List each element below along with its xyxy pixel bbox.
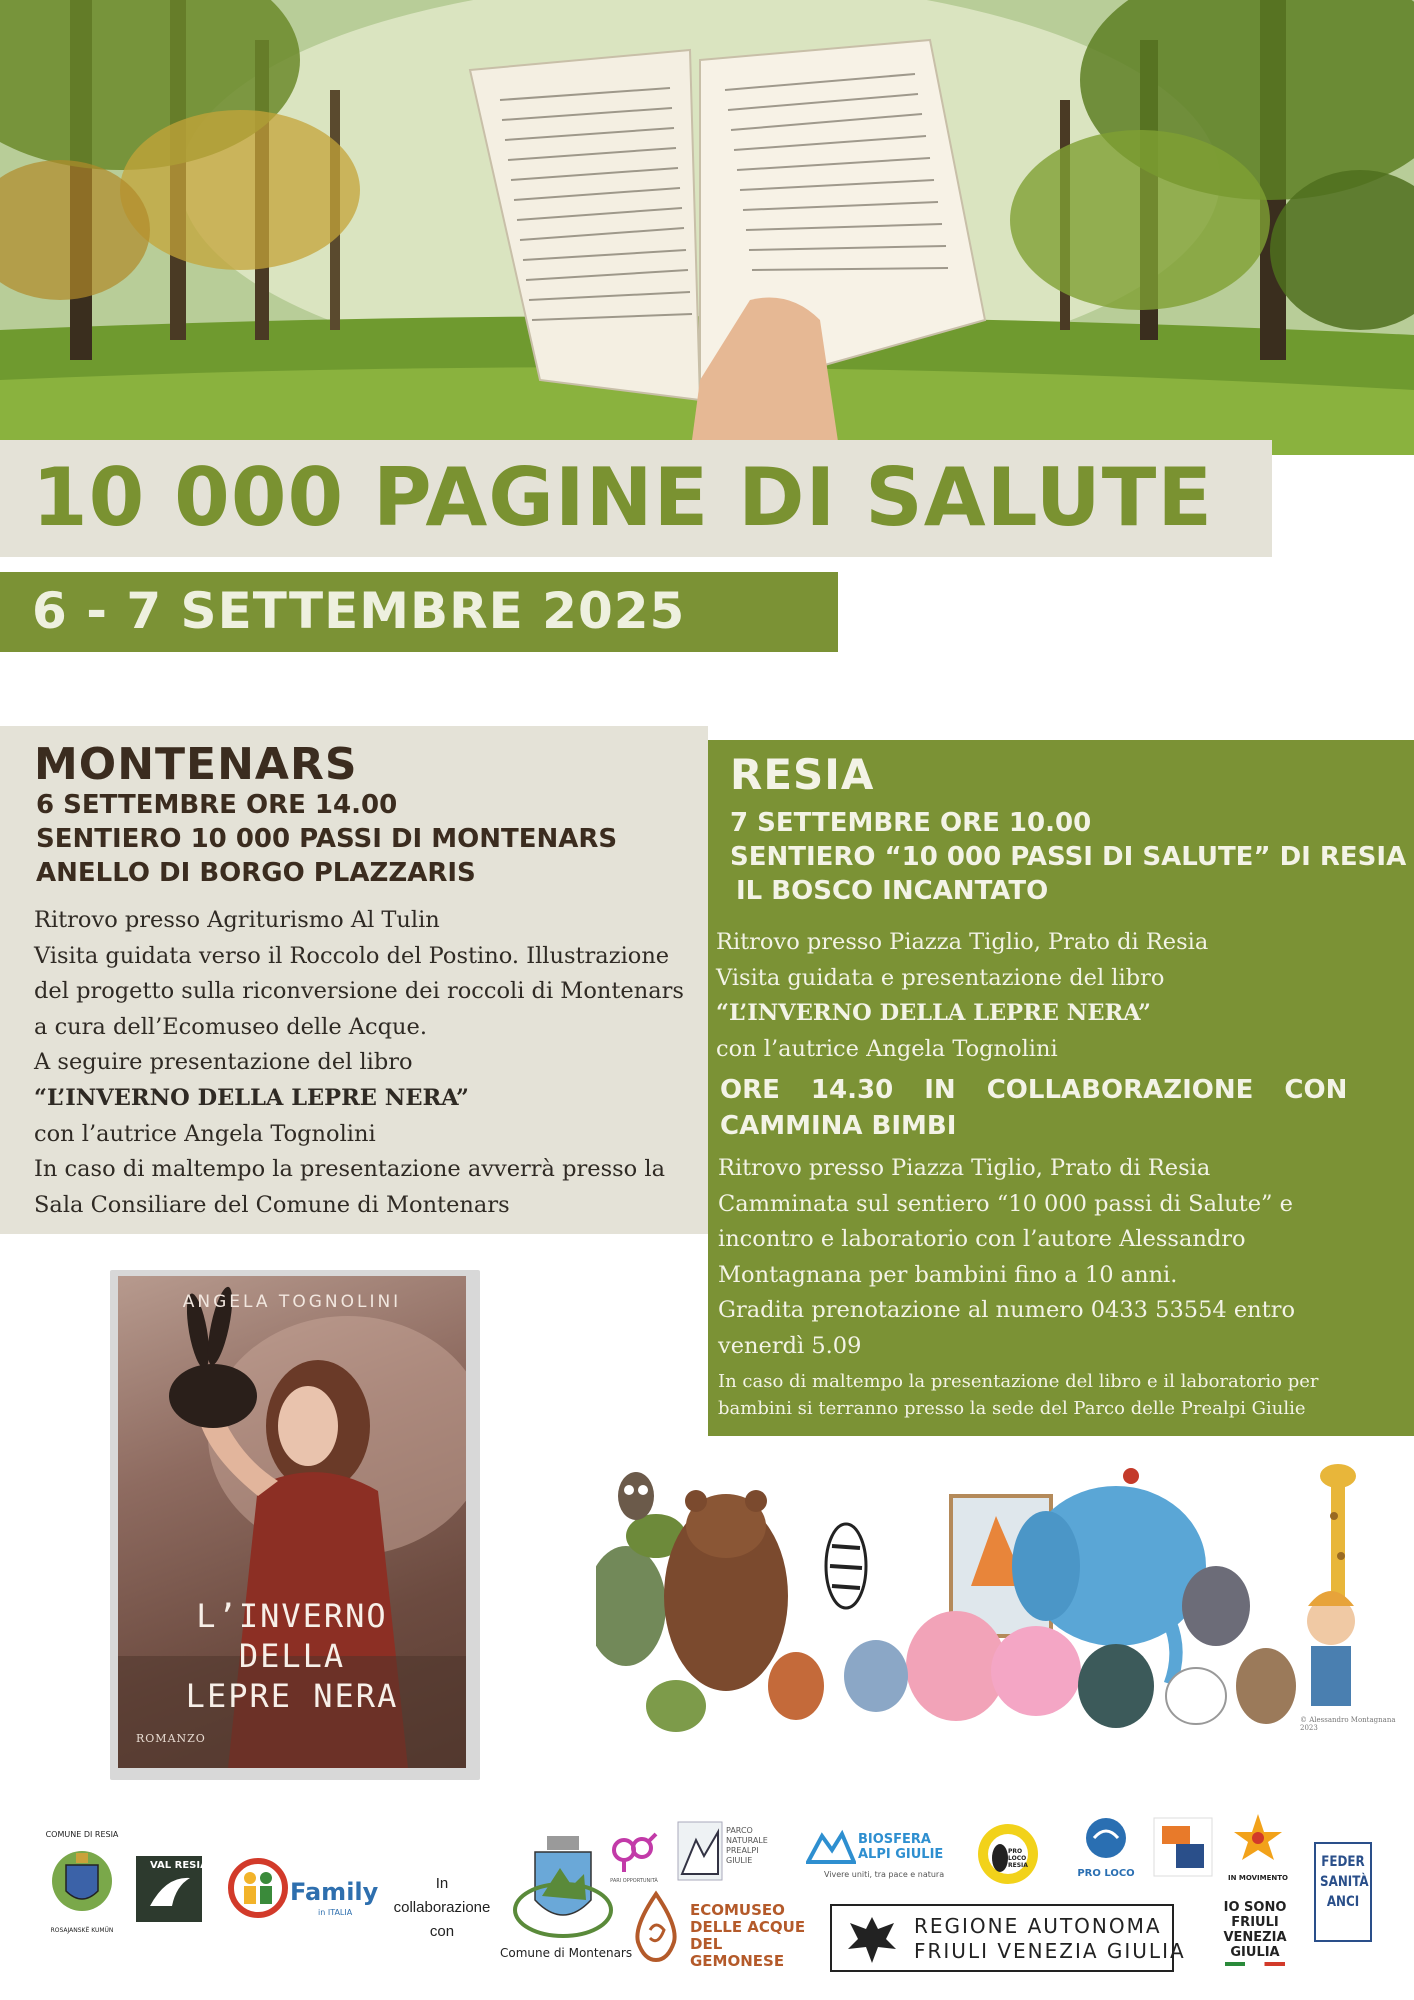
logo-caption-line: REGIONE AUTONOMA (914, 1914, 1162, 1938)
mountain-icon (676, 1820, 724, 1882)
ecomuseo-acque-gemonese-logo (632, 1890, 812, 1970)
logo-caption-line: GIULIA (1230, 1945, 1280, 1960)
pig-icon (906, 1611, 1006, 1721)
logo-caption-line: DEL GEMONESE (690, 1935, 785, 1970)
bird-icon (136, 1856, 202, 1922)
logo-caption (690, 1902, 812, 1970)
book-title (118, 1596, 466, 1716)
logo-caption: IN MOVIMENTO (1228, 1874, 1288, 1882)
logo-caption: Comune di Montenars (500, 1946, 633, 1960)
resia-wood: IL BOSCO INCANTATO (736, 876, 1049, 906)
forest-book-illustration (0, 0, 1414, 455)
logo-caption (914, 1914, 1186, 1964)
logo-caption: ROSAJANSKË KUMÜN (50, 1927, 114, 1934)
logo-caption-line: SANITÀ (1320, 1874, 1369, 1890)
logo-caption-line: GIULIE (726, 1856, 753, 1865)
proloco-resia-logo (972, 1818, 1044, 1890)
collaboration-label (392, 1872, 492, 1944)
logo-caption-line: FRIULI (1231, 1915, 1279, 1930)
resia-afternoon-heading-2: CAMMINA BIMBI (720, 1111, 957, 1141)
text-line: Visita guidata e presentazione del libro (716, 964, 1165, 991)
consorzio-icon (1150, 1814, 1216, 1880)
logo-caption-line: ECOMUSEO (690, 1901, 785, 1919)
logo-caption (858, 1832, 943, 1862)
anteater-icon (1236, 1648, 1296, 1724)
resia-time: 7 SETTEMBRE ORE 10.00 (730, 808, 1092, 838)
collab-line: con (429, 1923, 455, 1940)
text-line: Ritrovo presso Piazza Tiglio, Prato di Resia (716, 929, 1209, 955)
animal-crowd-illustration (596, 1456, 1382, 1742)
logo-caption: Vivere uniti, tra pace e natura (824, 1870, 945, 1879)
page-title: 10 000 PAGINE DI SALUTE (32, 451, 1213, 544)
io-sono-fvg-logo (1210, 1900, 1300, 1980)
raccoon-icon (1182, 1566, 1250, 1646)
text-line: bambini si terranno presso la sede del Parco delle Prealpi Giulie (718, 1398, 1306, 1419)
text-line: con l’autrice Angela Tognolini (34, 1120, 376, 1147)
globe-icon (1074, 1814, 1138, 1864)
family-in-italia-logo (228, 1856, 379, 1926)
bear-icon (664, 1490, 788, 1691)
montenars-trail: SENTIERO 10 000 PASSI DI MONTENARS (36, 824, 618, 854)
logo-caption: Family (290, 1878, 379, 1906)
logo-caption-line: VENEZIA (1223, 1930, 1287, 1945)
child-icon (1307, 1591, 1355, 1706)
fox-icon (768, 1652, 824, 1720)
text-line: Sala Consiliare del Comune di Montenars (34, 1191, 510, 1218)
ecomuseo-val-resia-logo (136, 1856, 208, 1922)
book-title-mention: “L’INVERNO DELLA LEPRE NERA” (34, 1084, 469, 1111)
text-line: Gradita prenotazione al numero 0433 53554 entro (718, 1297, 1296, 1324)
stars-people-icon (1224, 1810, 1292, 1870)
text-line: In caso di maltempo la presentazione avverrà presso la (34, 1156, 665, 1183)
coat-of-arms-icon (42, 1839, 122, 1923)
logo-caption: PRO LOCO (1077, 1868, 1135, 1879)
illustration-credit: © Alessandro Montagnana 2023 (1300, 1716, 1396, 1732)
text-line: del progetto sulla riconversione dei roccoli di Montenars (34, 978, 684, 1005)
logo-caption (1210, 1900, 1300, 1960)
text-line: Camminata sul sentiero “10 000 passi di Salute” e (718, 1190, 1293, 1217)
book-title-mention: “L’INVERNO DELLA LEPRE NERA” (716, 1000, 1151, 1027)
unione-pro-loco-logo (1074, 1814, 1138, 1890)
book-author: ANGELA TOGNOLINI (182, 1292, 402, 1312)
logo-caption-line: ALPI GIULIE (858, 1847, 944, 1862)
book-title-line: L’INVERNO (196, 1597, 388, 1635)
logo-caption: COMUNE DI RESIA (45, 1830, 119, 1839)
text-line: Visita guidata verso il Roccolo del Postino. Illustrazione (34, 942, 670, 969)
text-line: a cura dell’Ecomuseo delle Acque. (34, 1013, 427, 1040)
biosfera-alpi-giulie-logo (806, 1820, 956, 1884)
text-line: In caso di maltempo la presentazione del libro e il laboratorio per (718, 1371, 1319, 1392)
gender-symbols-icon (606, 1830, 662, 1874)
zebra-icon (826, 1524, 866, 1608)
family-icon (228, 1856, 288, 1920)
book-title-line: LEPRE NERA (185, 1677, 399, 1715)
logo-caption (1320, 1844, 1369, 1912)
resia-morning-description (716, 925, 1406, 1067)
montenars-city: MONTENARS (34, 739, 358, 790)
seal-icon (1078, 1644, 1154, 1728)
text-line: Ritrovo presso Piazza Tiglio, Prato di Resia (718, 1155, 1211, 1181)
logo-caption-line: IO SONO (1223, 1900, 1287, 1915)
hero-photo (0, 0, 1414, 455)
fvg-in-movimento-logo (1224, 1810, 1292, 1884)
logo-caption-line: FEDER (1321, 1854, 1365, 1870)
collab-line: In collaborazione (393, 1875, 491, 1916)
federsanita-anci-logo (1314, 1842, 1372, 1942)
event-dates: 6 - 7 SETTEMBRE 2025 (32, 582, 686, 640)
pari-opportunita-logo (606, 1830, 662, 1886)
book-genre: ROMANZO (136, 1732, 206, 1745)
logo-caption-line: BIOSFERA (858, 1832, 931, 1847)
logo-caption: in ITALIA (318, 1908, 353, 1917)
logo-caption-line: NATURALE (726, 1836, 768, 1845)
comune-resia-logo (42, 1830, 122, 1940)
resia-trail: SENTIERO “10 000 PASSI DI SALUTE” DI RESIA (730, 842, 1407, 872)
text-line: Montagnana per bambini fino a 10 anni. (718, 1261, 1178, 1288)
logo-caption-line: FRIULI VENEZIA GIULIA (914, 1939, 1186, 1963)
resia-afternoon-heading: ORE 14.30 IN COLLABORAZIONE CON (720, 1075, 1348, 1105)
pink-elephant-icon (991, 1626, 1081, 1716)
consorzio-pro-loco-logo (1150, 1814, 1216, 1880)
logo-caption: PARI OPPORTUNITÀ (610, 1878, 658, 1884)
resia-city: RESIA (730, 750, 875, 799)
book-cover (118, 1276, 466, 1768)
text-line: Ritrovo presso Agriturismo Al Tulin (34, 907, 440, 933)
montenars-loop: ANELLO DI BORGO PLAZZARIS (36, 858, 476, 888)
flag-stripe (1225, 1962, 1285, 1966)
logo-caption-line: DELLE ACQUE (690, 1918, 806, 1936)
owl-icon (618, 1472, 654, 1520)
logo-caption-line: PREALPI (726, 1846, 759, 1855)
animals-illustration (596, 1456, 1382, 1742)
logo-caption: PRO LOCO RESIA (1008, 1848, 1028, 1869)
crocodile-icon (646, 1680, 706, 1732)
parco-prealpi-giulie-logo (676, 1820, 766, 1886)
text-line: incontro e laboratorio con l’autore Alessandro (718, 1226, 1246, 1253)
cat-icon (844, 1640, 908, 1712)
resia-afternoon-description (718, 1151, 1408, 1365)
logo-caption: VAL RESIA (150, 1860, 208, 1871)
logo-caption-line: ANCI (1326, 1894, 1360, 1910)
text-line: con l’autrice Angela Tognolini (716, 1035, 1058, 1062)
montenars-description (34, 903, 704, 1223)
logo-caption (726, 1826, 768, 1866)
eagle-icon (842, 1909, 902, 1969)
book-title-line: DELLA (238, 1637, 346, 1675)
montenars-time: 6 SETTEMBRE ORE 14.00 (36, 790, 398, 820)
logo-caption-line: PARCO (726, 1826, 753, 1835)
text-line: venerdì 5.09 (718, 1332, 862, 1359)
mountain-icon (806, 1826, 856, 1866)
resia-weather-note (718, 1368, 1408, 1422)
text-line: A seguire presentazione del libro (34, 1049, 413, 1076)
chicken-icon (1166, 1668, 1226, 1724)
water-drop-icon (632, 1890, 680, 1962)
regione-fvg-logo (830, 1904, 1186, 1972)
